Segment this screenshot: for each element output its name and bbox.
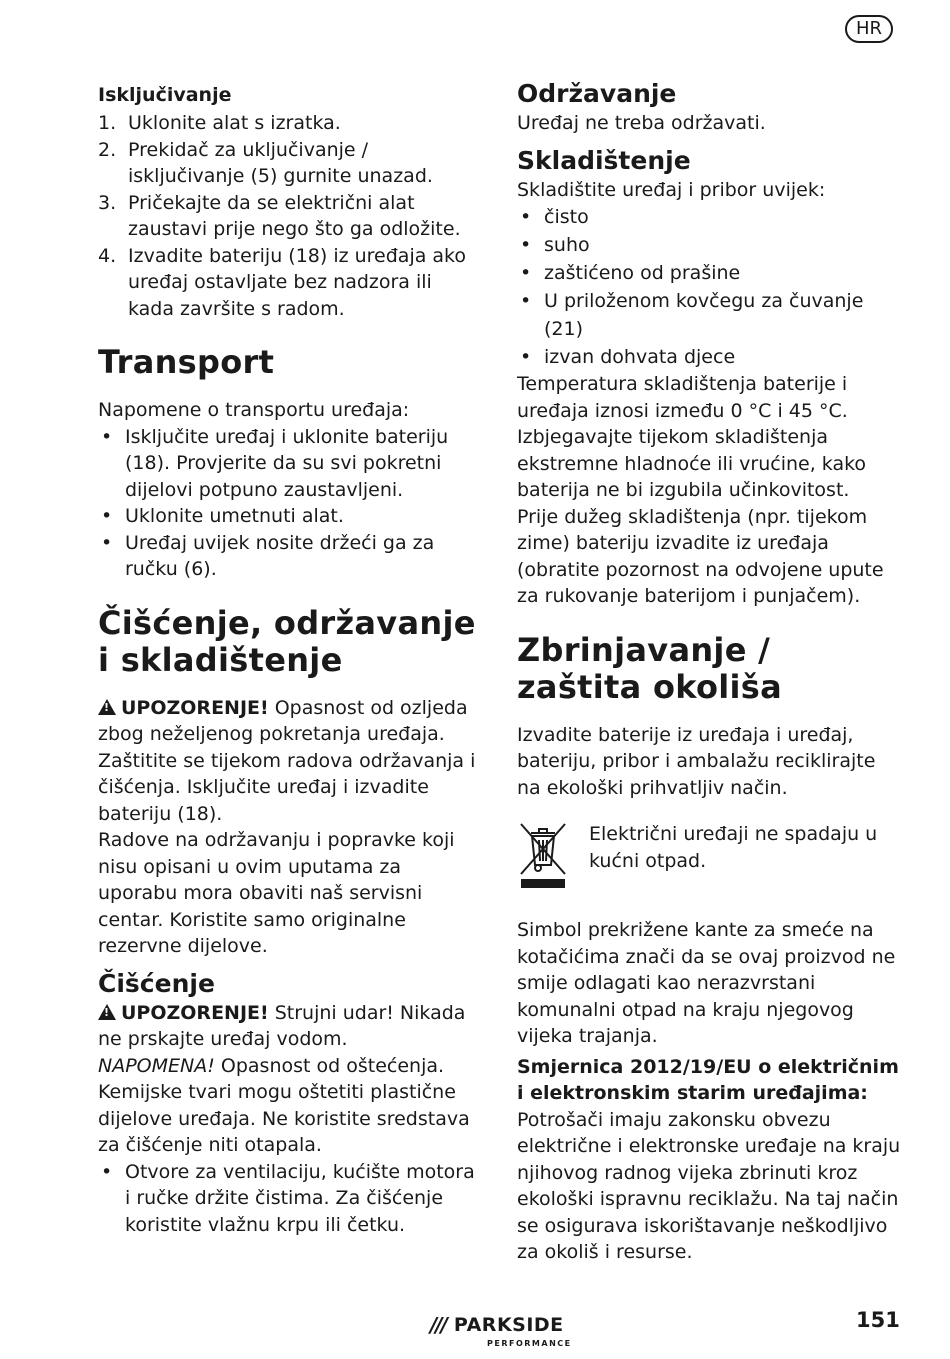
warning-paragraph [98, 1000, 480, 1053]
list-item-text: Uređaj uvijek nosite držeći ga za ručku (6). [125, 531, 435, 580]
list-item: • čisto [520, 206, 589, 228]
step-number: 1. [98, 112, 117, 134]
right-column [517, 78, 901, 1266]
warning-label: UPOZORENJE! [121, 696, 269, 719]
list-item-text: zaštićeno od prašine [544, 262, 741, 284]
iskljucivanje-heading: Isključivanje [98, 84, 232, 106]
step-text: Izvadite bateriju (18) iz uređaja ako uređaj ostavljate bez nadzora ili kada završite s radom. [128, 244, 466, 320]
left-column [98, 78, 480, 1238]
warning-text: Opasnost od ozljeda zbog neželjenog pokretanja uređaja. Zaštitite se tijekom radova održavanja i čišćenja. Isključite uređaj i izvadite bateriju (18). [98, 696, 476, 825]
list-item: • izvan dohvata djece [520, 346, 736, 368]
list-item-text: izvan dohvata djece [544, 346, 736, 368]
warning-triangle-icon [98, 1004, 116, 1020]
list-item: • U priloženom kovčegu za čuvanje (21) [520, 290, 864, 340]
list-item-text: suho [544, 234, 590, 256]
warning-triangle-icon [98, 699, 116, 715]
step-text: Uklonite alat s izratka. [128, 112, 341, 134]
directive-paragraph: Potrošači imaju zakonsku obvezu električne i elektronske uređaje na kraju njihovog radnog vijeka zbrinuti kroz ekološki ispravnu reciklažu. Na taj način se osigurava iskorištavanje neškodljivo za okoliš i resurse. [517, 1108, 901, 1263]
winter-paragraph: Prije dužeg skladištenja (npr. tijekom zime) bateriju izvadite iz uređaja (obratite pozornost na odvojene upute za rukovanje baterijom i punjačem). [517, 505, 884, 607]
step-item [98, 110, 480, 137]
napomena-label: NAPOMENA! [98, 1054, 215, 1077]
list-item: • Uklonite umetnuti alat. [101, 505, 344, 527]
napomena-paragraph [98, 1053, 480, 1159]
transport-list [98, 424, 480, 583]
iskljucivanje-steps [98, 110, 480, 322]
step-item [98, 190, 480, 243]
list-item: • Isključite uređaj i uklonite bateriju (18). Provjerite da su svi pokretni dijelovi potpuno zaustavljeni. [101, 425, 449, 501]
warning-paragraph [98, 695, 480, 828]
skladistenje-list [517, 203, 901, 371]
list-item-text: Uklonite umetnuti alat. [125, 505, 344, 527]
repair-paragraph: Radove na održavanju i popravke koji nisu opisani u ovim uputama za uporabu mora obaviti naš servisni centar. Koristite samo originalne rezervne dijelove. [98, 829, 455, 957]
parkside-logo [430, 1313, 564, 1337]
simbol-paragraph: Simbol prekrižene kante za smeće na kotačićima znači da se ovaj proizvod ne smije odlagati kao nerazvrstani komunalni otpad na kraju njegovog vijeka trajanja. [517, 919, 896, 1047]
logo-subtitle: PERFORMANCE [487, 1339, 572, 1348]
list-item-text: Otvore za ventilaciju, kućište motora i ručke držite čistima. Za čišćenje koristite vlažnu krpu ili četku. [125, 1160, 475, 1236]
logo-slashes: /// [430, 1313, 446, 1337]
odrzavanje-text: Uređaj ne treba održavati. [517, 112, 766, 134]
transport-heading: Transport [98, 343, 275, 381]
step-number: 4. [98, 244, 117, 267]
list-item-text: U priloženom kovčegu za čuvanje (21) [544, 290, 864, 340]
temperature-paragraph: Temperatura skladištenja baterije i uređaja iznosi između 0 °C i 45 °C. Izbjegavajte tijekom skladištenja ekstremne hladnoće ili vrućine, kako baterija ne bi izgubila učinkovitost. [517, 373, 867, 501]
directive-heading: Smjernica 2012/19/EU o električnim i elektronskim starim uređajima: [517, 1055, 899, 1104]
step-text: Prekidač za uključivanje / isključivanje (5) gurnite unazad. [128, 138, 433, 187]
list-item: • suho [520, 234, 590, 256]
step-number: 2. [98, 138, 117, 161]
zbrinjavanje-heading: Zbrinjavanje / zaštita okoliša [517, 630, 783, 706]
list-item: • Otvore za ventilaciju, kućište motora i ručke držite čistima. Za čišćenje koristite vlažnu krpu ili četku. [101, 1160, 475, 1236]
logo-text: PARKSIDE [453, 1314, 564, 1336]
weee-notice [517, 821, 901, 889]
ciscenje-heading: Čišćenje [98, 968, 215, 998]
warning-text: Strujni udar! Nikada ne prskajte uređaj vodom. [98, 1001, 466, 1050]
step-number: 3. [98, 191, 117, 214]
page-number: 151 [856, 1308, 900, 1332]
napomena-text: Opasnost od oštećenja. Kemijske tvari mogu oštetiti plastične dijelove uređaja. Ne koristite sredstava za čišćenje niti otapala. [98, 1054, 470, 1156]
zbrinjavanje-paragraph: Izvadite baterije iz uređaja i uređaj, bateriju, pribor i ambalažu reciklirajte na ekološki prihvatljiv način. [517, 723, 876, 799]
list-item: • zaštićeno od prašine [520, 262, 741, 284]
list-item: • Uređaj uvijek nosite držeći ga za ručku (6). [101, 531, 435, 580]
ciscenje-odrzavanje-heading: Čišćenje, održavanje i skladištenje [98, 603, 476, 679]
ciscenje-list [98, 1159, 480, 1239]
list-item-text: Isključite uređaj i uklonite bateriju (18). Provjerite da su svi pokretni dijelovi potpuno zaustavljeni. [125, 425, 449, 501]
weee-text: Električni uređaji ne spadaju u kućni otpad. [589, 823, 878, 872]
warning-label: UPOZORENJE! [121, 1001, 269, 1024]
step-text: Pričekajte da se električni alat zaustavi prije nego što ga odložite. [128, 191, 461, 240]
crossed-out-wheelie-bin-icon [517, 821, 569, 889]
language-badge: HR [845, 15, 893, 43]
list-item-text: čisto [544, 206, 589, 228]
odrzavanje-heading: Održavanje [517, 79, 677, 108]
transport-intro: Napomene o transportu uređaja: [98, 399, 410, 421]
step-item [98, 137, 480, 190]
skladistenje-heading: Skladištenje [517, 145, 691, 175]
skladistenje-intro: Skladištite uređaj i pribor uvijek: [517, 178, 826, 201]
step-item [98, 243, 480, 323]
